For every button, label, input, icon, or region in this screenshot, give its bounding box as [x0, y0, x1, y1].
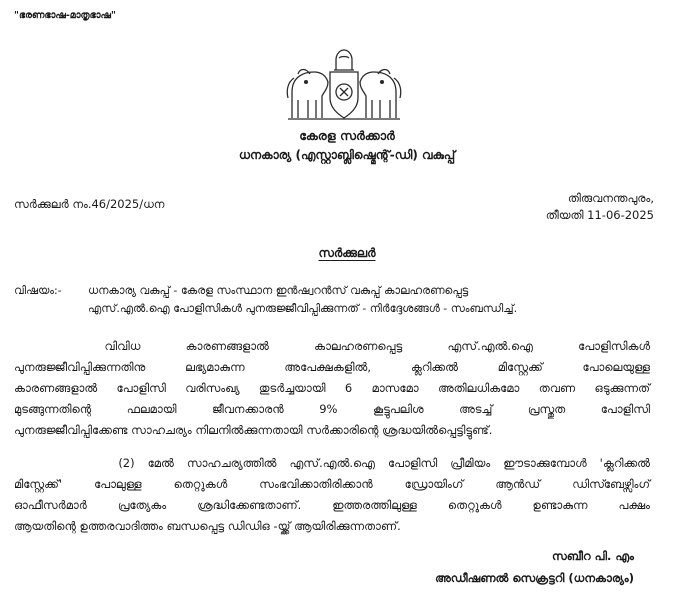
signatory-name: സബീറ പി. എം	[551, 549, 634, 563]
document-heading	[0, 246, 694, 261]
paragraph-2-line-4: ആയതിന്റെ ഉത്തരവാദിത്തം ബന്ധപ്പെട്ട ഡിഡിഒ -യ്ക്ക് ആയിരിക്കുന്നതാണ്.	[14, 519, 401, 533]
paragraph-1-line-3: കാരണങ്ങളാൽ പോളിസി വരിസംഖ്യ തുടർച്ചയായി 6 മാസമോ അതിലധികമോ തവണ ഒടുക്കുന്നത്	[14, 381, 650, 395]
government-title: കേരള സർക്കാർ	[299, 128, 395, 143]
kerala-state-emblem-icon	[284, 48, 404, 122]
document-heading-text: സർക്കുലർ	[318, 246, 376, 260]
motto-text: "ഭരണഭാഷ-മാതൃഭാഷ"	[14, 10, 116, 21]
paragraph-1-line-5: പുനരുജ്ജീവിപ്പിക്കേണ്ട സാഹചര്യം നിലനിൽക്കുന്നതായി സർക്കാരിന്റെ ശ്രദ്ധയിൽപ്പെട്ടിട്ടുണ്ട്.	[14, 423, 493, 437]
paragraph-1-line-2: പുനരുജ്ജീവിപ്പിക്കുന്നതിനു ലഭ്യമാകുന്ന അപേക്ഷകളിൽ, ക്ലറിക്കൽ മിസ്റ്റേക്ക് പോലെയുള്ള	[14, 360, 650, 374]
department-title: ധനകാര്യ (എസ്റ്റാബ്ലിഷ്മെന്റ്-ഡി) വകുപ്പ്	[238, 148, 456, 162]
paragraph-2-line-2: മിസ്റ്റേക്ക്' പോലുള്ള തെറ്റുകൾ സംഭവിക്കാതിരിക്കാൻ ഡ്രോയിംഗ് ആൻഡ് ഡിസ്ബേഴ്സിംഗ്	[14, 477, 650, 491]
circular-number: സർക്കുലർ നം.46/2025/ധന	[14, 197, 165, 211]
paragraph-2-line-1: (2) മേൽ സാഹചര്യത്തിൽ എസ്.എൽ.ഐ പോളിസി പ്രീമിയം ഈടാക്കുമ്പോൾ 'ക്ലറിക്കൽ	[14, 456, 650, 470]
subject-line-1: ധനകാര്യ വകുപ്പ് - കേരള സംസ്ഥാന ഇൻഷ്വറൻസ് വകുപ്പ് കാലഹരണപ്പെട്ട	[88, 284, 469, 297]
paragraph-2-line-3: ഓഫീസർമാർ പ്രത്യേകം ശ്രദ്ധിക്കേണ്ടതാണ്. ഇത്തരത്തിലുള്ള തെറ്റുകൾ ഉണ്ടാകുന്ന പക്ഷം	[14, 498, 650, 512]
subject-label: വിഷയം:-	[14, 284, 62, 297]
issue-date: തീയതി 11-06-2025	[545, 208, 654, 222]
paragraph-1-line-4: മുടങ്ങുന്നതിന്റെ ഫലമായി ജീവനക്കാരൻ 9% കൂട്ടുപലിശ അടച്ച് പ്രസ്തുത പോളിസി	[14, 402, 650, 416]
signatory-designation: അഡീഷണൽ സെക്രട്ടറി (ധനകാര്യം)	[435, 571, 634, 585]
issue-place: തിരുവനന്തപുരം,	[567, 191, 654, 205]
paragraph-1-line-1: വിവിധ കാരണങ്ങളാൽ കാലഹരണപ്പെട്ട എസ്.എൽ.ഐ പോളിസികൾ	[14, 339, 650, 353]
subject-line-2: എസ്.എൽ.ഐ പോളിസികൾ പുനരുജ്ജീവിപ്പിക്കുന്നത് - നിർദ്ദേശങ്ങൾ - സംബന്ധിച്ച്.	[88, 302, 518, 315]
